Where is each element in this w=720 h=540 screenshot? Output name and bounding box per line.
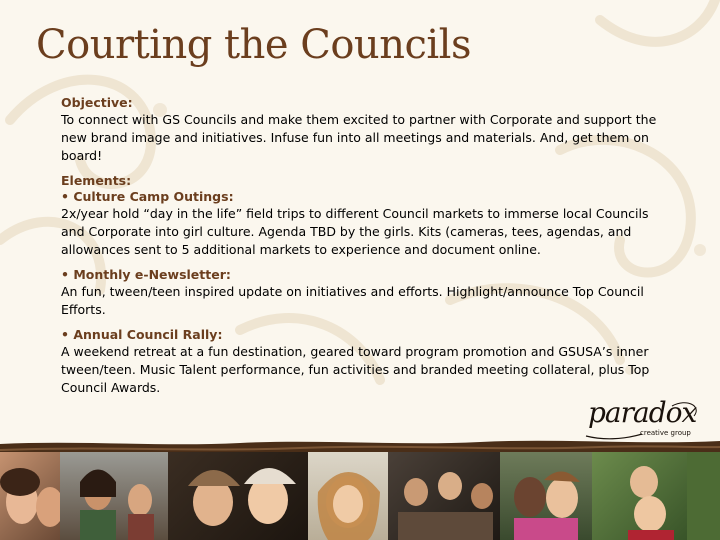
logo-wordmark: paradox	[588, 396, 697, 429]
photo-group-activity	[388, 452, 500, 540]
photo-girls-piggyback	[592, 452, 720, 540]
element-heading-council-rally: • Annual Council Rally:	[61, 327, 223, 342]
photo-girls-smiling	[0, 452, 60, 540]
elements-heading: Elements:	[61, 173, 132, 188]
element-heading-newsletter: • Monthly e-Newsletter:	[61, 267, 231, 282]
objective-heading: Objective:	[61, 95, 133, 110]
photo-two-friends	[500, 452, 592, 540]
photo-collage	[0, 452, 720, 540]
paradox-logo	[582, 396, 707, 444]
element-text-culture-camp: 2x/year hold “day in the life” field trips to different Council markets to immerse local Councils and Corporate into girl culture. Agenda TBD by the girls. Kits (cameras, tees, agendas, and allowances sent to 5 additional markets to experience and document online.	[61, 206, 649, 257]
objective-text: To connect with GS Councils and make them excited to partner with Corporate and support the new brand image and initiatives. Infuse fun into all meetings and materials. And, get them on board!	[61, 112, 657, 163]
slide-content	[61, 95, 661, 397]
logo-subtitle: creative group	[640, 429, 691, 437]
element-text-council-rally: A weekend retreat at a fun destination, geared toward program promotion and GSUSA’s inner tween/teen. Music Talent performance, fun activities and branded meeting collateral, plus Top Council Awards.	[61, 344, 650, 395]
photo-girl-laughing	[308, 452, 388, 540]
element-heading-culture-camp: • Culture Camp Outings:	[61, 189, 234, 204]
slide-title: Courting the Councils	[36, 22, 471, 68]
element-text-newsletter: An fun, tween/teen inspired update on initiatives and efforts. Highlight/announce Top Council Efforts.	[61, 284, 644, 317]
photo-girls-outdoors	[60, 452, 168, 540]
photo-girls-in-hats	[168, 452, 308, 540]
